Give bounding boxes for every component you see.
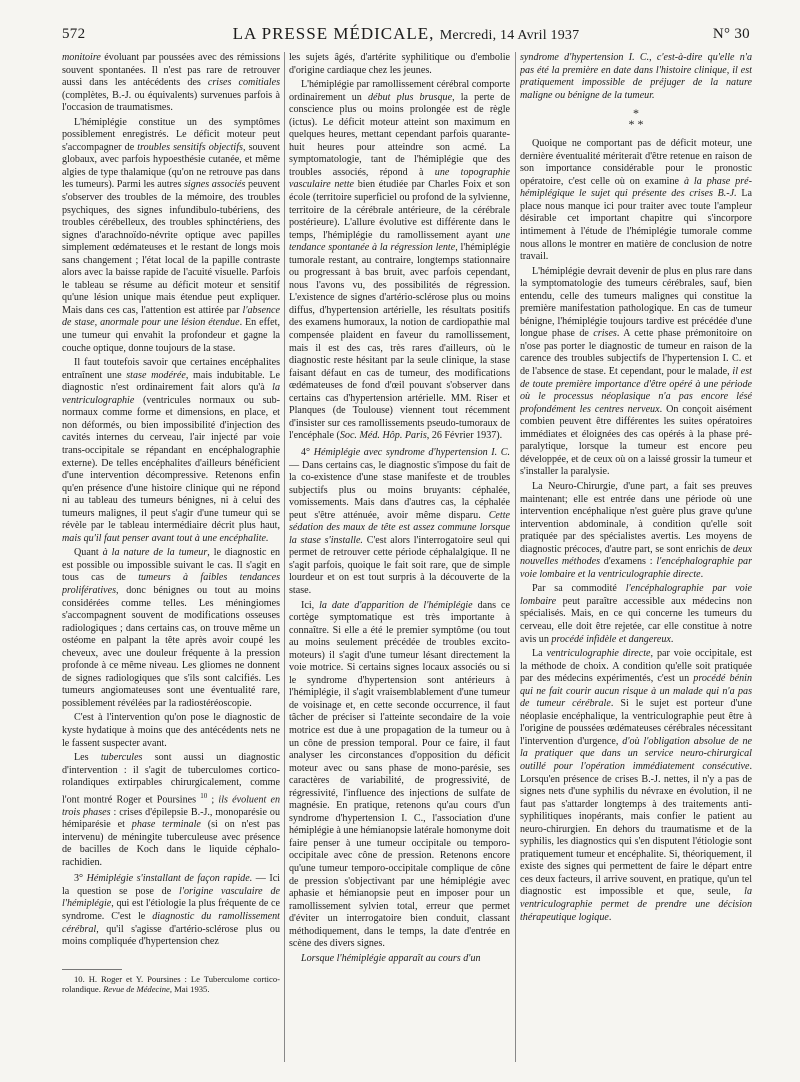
text: Il faut toutefois savoir que certaines encéphalites entraînent une <box>62 357 280 381</box>
paragraph <box>62 117 280 355</box>
text: (si on n'est pas intervenu) de méningite tuberculeuse avec présence de bacilles de Koch dans le liquide céphalo-rachidien. <box>62 819 280 868</box>
asterisk-top: * <box>633 106 639 121</box>
text: L'hémiplégie devrait devenir de plus en plus rare dans la symptomatologie des tumeurs cérébrales, sauf, bien entendu, celle des tumeurs malignes qui constitue la première manifestation pathologique. En cas de tumeur bénigne, l'hémiplégie toujours tardive est précédée d'une longue phase de <box>520 265 752 340</box>
italic-text: Soc. Méd. Hôp. Paris <box>339 430 427 442</box>
footnote-divider <box>62 969 122 970</box>
text: , qu'il s'agisse d'artério-sclérose plus ou moins compliquée d'hypertension chez <box>62 923 280 948</box>
text: (complètes, B.-J. ou équivalents) survenues parfois à l'occasion de traumatismes. <box>62 89 280 114</box>
footnote <box>62 974 280 995</box>
text: L'hémiplégie par ramollissement cérébral comporte ordinairement un <box>289 79 510 103</box>
text: peut paraître accessible aux médecins non spécialisés. Mais, en ce qui concerne les tumeurs du cerveau, elle doit être rejetée, car elle constitue à notre avis un <box>520 595 752 645</box>
italic-text: l'encéphalographie par voie lombaire et la ventriculographie directe <box>520 556 752 580</box>
italic-text: Cette sédation des maux de tête est assez commune lorsque la stase s'installe. <box>289 509 510 546</box>
italic-text: mais qu'il faut penser avant tout à une encéphalite. <box>62 532 269 544</box>
text: , le diagnostic en est possible ou impossible suivant le cas. Il s'agit en tous cas de <box>62 547 280 584</box>
text: , donc bénignes ou tout au moins considérées comme telles. Les méningiomes s'accompagnent souvent de modifications osseuses radiologiques ; dans certains cas, on trouve même un ostéome en palpant la tête après avoir coupé les cheveux, avec une douleur fréquente à la pression profonde à ce même niveau. Les gliomes ne donnent de signes radiologiques que s'ils sont calcifiés. Les tumeurs angiomateuses sont une éventualité rare, possiblement révélées par la radiostéréoscopie. <box>62 584 280 709</box>
text: . En effet, une tumeur qui envahit la profondeur et gagne la couche optique, donne toujours de la stase. <box>62 317 280 354</box>
page-number: 572 <box>62 26 86 42</box>
text: H. Roger et Y. Poursines : Le Tuberculome cortico-rolandique. <box>62 973 280 995</box>
text: Quoique ne comportant pas de déficit moteur, une dernière éventualité mériterait d'être retenue en raison de son importance considérable pour le pronostic opératoire, c'est celle où on examine <box>520 138 752 187</box>
paragraph <box>62 752 280 869</box>
paragraph <box>520 583 752 646</box>
text: ; <box>207 794 219 806</box>
italic-text: monitoire <box>62 52 101 63</box>
italic-text: l'origine vasculaire de l'hémiplégie <box>62 885 280 910</box>
italic-text: deux nouvelles méthodes <box>520 543 752 568</box>
text: , l'hémiplégie tumorale restant, au contraire, longtemps stationnaire ou progressant à bas bruit, avec parfois cependant, nous l'avons vu, des possibilités de régression. L'existence de signes d'artério-sclérose plus ou moins diffus, d'hypertension artérielle, les résultats positifs des examens humoraux, la notion de cardiopathie mal compensée plaident en faveur du ramollissement, mais il est des cas, très rares d'ailleurs, où le diagnostic reste hésitant par la seule clinique, la stase faisant défaut en cas de tumeur, des modifications œdémateuses de fond d'œil pouvant s'observer dans certains cas d'hypertension artérielle. MM. Riser et Planques (de Toulouse) viennent tout récemment d'insister sur ces ramollissements pseudo-tumoraux de l'encéphale ( <box>289 242 510 442</box>
text: , qui est l'étiologie la plus fréquente de ce syndrome. C'est le <box>62 898 280 922</box>
column-3 <box>520 52 752 1072</box>
text: , mais indubitable. Le diagnostic n'est ordinairement fait alors qu'à <box>62 369 280 394</box>
text: La Neuro-Chirurgie, d'une part, a fait ses preuves maintenant; elle est entrée dans une période où une intervention encéphalique n'est guère plus grave qu'une intervention abdominale, à condition qu'elle soit pratiquée par des spécialistes avertis. Les moyens de diagnostic précoces, d'autre part, se sont enrichis de <box>520 480 752 555</box>
italic-text: crises comitiales <box>207 77 280 89</box>
paragraph <box>62 547 280 710</box>
italic-text: à la phase pré-hémiplégique le sujet qui présente des crises B.-J. <box>520 175 752 200</box>
paragraph <box>289 79 510 443</box>
text: . A cette phase prémonitoire on n'ose pas porter le diagnostic de tumeur en raison de la carence des troubles subjectifs de l'hypertension I. C. et de l'absence de stase. Et cependant, pour le malade, <box>520 328 752 378</box>
text: L'hémiplégie constitue un des symptômes possiblement enregistrés. Le déficit moteur peut s'accompagner de <box>62 116 280 153</box>
italic-text: l'encéphalographie par voie lombaire <box>520 583 752 607</box>
section-separator <box>520 108 752 130</box>
italic-text: tubercules <box>100 752 143 764</box>
paragraph <box>289 447 510 598</box>
italic-text: signes associés <box>183 179 246 191</box>
footnote-ref: 10 <box>200 791 208 800</box>
paragraph <box>62 52 280 115</box>
page-header <box>62 22 750 46</box>
italic-text: procédé infidèle et dangereux <box>551 633 671 645</box>
text: peuvent s'observer des troubles de la mémoire, des troubles psychiques, des signes infundibulo-tubériens, des troubles cérébelleux, des troubles sphinctériens, des signes d'arachnoïdo-névrite optique avec papilles simplement œdémateuses et le restant de longs mois sans changement ; l'état local de la papille contraste alors avec la baisse rapide de l'acuité visuelle. Parfois le tableau se résume au déficit moteur et sensitif qu'une lésion unique mais étendue peut expliquer. Mais dans ces cas, l'attention est attirée par <box>62 179 280 316</box>
italic-text: Revue de Médecine <box>103 984 170 995</box>
text: , la perte de conscience plus ou moins prolongée est de règle (ictus). Le déficit moteur atteint son maximum en quelques heures, mettant cependant parfois quarante-huit heures pour atteindre son acmé. La symptomatologie, tant de l'hémiplégie que des troubles associés, répond à <box>289 91 510 178</box>
italic-text: syndrome d'hypertension I. C. <box>520 52 650 63</box>
text: d'examens : <box>600 556 657 568</box>
italic-text: une tendance spontanée à la régression lente <box>289 229 510 254</box>
italic-text: procédé bénin qui ne fait courir aucun risque à un malade qui n'a pas de tumeur cérébrale <box>520 673 752 710</box>
italic-text: diagnostic du ramollissement cérébral <box>62 911 280 935</box>
text: sont aussi un diagnostic d'intervention : il s'agit de tuberculomes cortico-rolandiques extirpables chirurgicalement, comme l'ont montré Roger et Poursines <box>62 752 280 806</box>
paragraph <box>62 873 280 948</box>
paragraph <box>289 953 510 966</box>
text: , par voie occipitale, est la méthode de choix. A condition qu'elle soit pratiquée par des médecins expérimentés, c'est un <box>520 648 752 685</box>
text: évoluant par poussées avec des rémissions souvent spontanées. Il n'est pas rare de retrouver aussi dans les antécédents des <box>62 52 280 89</box>
paragraph: les sujets âgés, d'artérite syphilitique ou d'embolie d'origine cardiaque chez les jeunes. <box>289 52 510 76</box>
text: Quant <box>74 547 103 559</box>
text: (ventricules normaux ou sub-normaux comme forme et dimensions, en place, et non déformés, ou bien impossibilité d'injection des cavités internes du cerveau, l'air injecté par voie trans-occipitale se répandant en encéphalographie externe). De telles encéphalites d'ailleurs bénéficient d'une intervention décompressive. Retenons enfin qu'en présence d'une histoire clinique qui ne répond ni au tableau des tumeurs bénignes, ni à celui des tumeurs malignes, il peut s'agir d'une tumeur qui se révèle par le tableau intermédiaire décrit plus haut, <box>62 394 280 532</box>
section-heading: Hémiplégie avec syndrome d'hypertension I. C. <box>313 446 510 458</box>
italic-text: ils évoluent en trois phases <box>62 794 280 818</box>
text: Les <box>74 752 101 764</box>
text: , souvent globaux, avec parfois hypoesthésie cutanée, et même algies de type thalamique (qu'on ne retrouve pas dans les tumeurs). Parmi les autres <box>62 141 280 191</box>
italic-text: début plus brusque <box>368 91 453 103</box>
section-heading: Hémiplégie s'installant de façon rapide. <box>86 873 253 885</box>
text: bien étudiée par Charles Foix et son école (territoire superficiel ou profond de la sylvienne, territoire de la cérébrale antérieure, de la cérébrale postérieure). L'allure évolutive est différente dans le temps, l'hémiplégie du ramollissement ayant <box>289 179 510 241</box>
column-1 <box>62 52 280 1072</box>
paragraph <box>520 138 752 263</box>
text: . Si le sujet est porteur d'une néoplasie encéphalique, la ventriculographie peut être à l'origine de poussées œdémateuses cérébrales nécessitant l'intervention d'urgence, <box>520 698 752 747</box>
text: , Mai 1935. <box>169 984 210 995</box>
issue-date: Mercredi, 14 Avril 1937 <box>439 28 580 43</box>
text: . On conçoit aisément combien peuvent être différentes les suites opératoires immédiates et éloignées des cas opérés à la phase pré-paralytique, lorsque la tumeur est encore peu développée, et de ceux où on a laissé grossir la tumeur et s'installer la paralysie. <box>520 403 752 478</box>
italic-text: Lorsque l'hémiplégie apparaît au cours d'un <box>301 952 481 964</box>
text: 4° <box>301 446 314 458</box>
text: — Dans certains cas, le diagnostic s'impose du fait de la co-existence d'une stase manifeste et de troubles subjectifs plus ou moins bruyants: céphalée, vomissements. Mais dans d'autres cas, la céphalée peut s'être atténuée, avoir même disparu. <box>289 459 510 521</box>
column-divider-1 <box>284 52 285 1062</box>
text: , <box>649 52 657 63</box>
italic-text: la ventriculographie <box>62 382 280 406</box>
italic-text: phase terminale <box>131 819 201 831</box>
issue-number: N° 30 <box>712 26 750 42</box>
column-divider-2 <box>515 52 516 1062</box>
italic-text: à la nature de la tumeur <box>102 547 208 559</box>
text: — Ici la question se pose de <box>62 873 280 897</box>
text: . Lorsqu'en présence de crises B.-J. nettes, il n'y a pas de signes nets d'une syphilis du névraxe en évolution, il ne faut pas s'attarder longtemps à des traitements anti-syphilitiques inopérants, mais confier le patient au neuro-chirurgien. En dehors du traumatisme et de la syphilis, les diagnostics qui s'en disputent l'étiologie sont pratiquement tumeur et encéphalite. Si, théoriquement, il existe des signes qui permettent de faire le départ entre ces deux facteurs, il arrive souvent, en pratique, qu'un tel diagnostic est impossible et que, seule, <box>520 760 752 898</box>
text: C'est alors l'interrogatoire seul qui permet de retrouver cette période céphalalgique. Il ne s'agit parfois, quoique le fait soit rare, que de simple lourdeur et on est tout surpris à la découverte de la stase. <box>289 534 510 596</box>
italic-text: la date d'apparition de l'hémiplégie <box>319 599 473 611</box>
text: La place nous manque ici pour traiter avec toute l'ampleur désirable cet important chapitre qui s'incorpore intimement à l'étude de l'hémiplégie tumorale comme nous allons le montrer en matière de conclusion de notre travail. <box>520 188 752 263</box>
text: . <box>670 633 674 645</box>
text: dans ce cortège symptomatique est très importante à connaître. Si elle a été le premier symptôme (ou tout au moins seulement précédée de troubles excito-moteurs) il s'agit d'une tumeur lésant directement la voie motrice. Si certains signes locaux associés ou si le syndrome d'hypertension sont antérieurs à l'hémiplégie, il s'agit vraisemblablement d'une tumeur de voisinage et, en cette seconde occurrence, il faut tâcher de préciser si l'atteinte secondaire de la voie motrice est due à une propagation de la tumeur ou à un cône de pression temporal. Pour ce faire, il faut analyser les circonstances d'opposition du déficit moteur avec ou sans phase de mono-parésie, ses caractères de variabilité, de progressivité, de régressivité, l'influence des injections de sulfate de magnésie. En pratique, retenons qu'au cours d'un syndrome d'hypertension I. C., l'association d'une hémiplégie à une hémianopsie latérale homonyme doit faire penser à une tumeur occipitale ou temporo-occipitale avec cône de pression. Retenons encore qu'une tumeur temporo-occipitale complique de cône de pression s'objectivant par une hémiplégie avec aphasie et hémianopsie peut en imposer pour un ramollissement sylvien total, erreur que permet d'éviter un interrogatoire bien conduit, classant méthodiquement, dans le temps, la date d'entrée en scène des divers signes. <box>289 599 510 950</box>
italic-text: d'où l'obligation absolue de ne la pratiquer que dans un service neuro-chirurgical outillé pour l'opération immédiatement consécutive <box>520 735 752 772</box>
journal-title-line <box>62 24 750 44</box>
italic-text: une topographie vasculaire nette <box>289 166 510 191</box>
italic-text: la ventriculographie permet de prendre une décision thérapeutique logique <box>520 886 752 923</box>
italic-text: l'absence de stase, anormale pour une lésion étendue <box>62 304 280 329</box>
italic-text: c'est-à-dire qu'elle n'a pas été la première en date dans l'histoire clinique, il est pratiquement impossible de préjuger de la nature maligne ou bénigne de la tumeur. <box>520 52 752 101</box>
italic-text: crises <box>593 328 617 340</box>
text: 3° <box>74 873 87 885</box>
paragraph <box>520 52 752 102</box>
italic-text: tumeurs à faibles tendances prolifératives <box>62 572 280 596</box>
text: La <box>532 648 547 660</box>
text: . <box>608 911 612 923</box>
paragraph <box>289 600 510 951</box>
italic-text: stase modérée <box>126 369 186 381</box>
paragraph <box>62 357 280 545</box>
text: : crises d'épilepsie B.-J., monoparésie ou hémiparésie et <box>62 806 280 831</box>
asterisk-bottom: * * <box>628 117 644 132</box>
column-2 <box>289 52 510 1072</box>
paragraph: C'est à l'intervention qu'on pose le diagnostic de kyste hydatique à moins que des antécédents nets ne le fassent suspecter avant. <box>62 712 280 749</box>
journal-title: LA PRESSE MÉDICALE, <box>232 24 435 43</box>
italic-text: il est de toute première importance d'être opéré à une période où le processus néoplasique n'a pas encore lésé profondément les centres nerveux <box>520 366 752 415</box>
footnote-number: 10. <box>74 973 85 984</box>
text: . <box>700 568 704 580</box>
text: , 26 Février 1937). <box>426 430 503 442</box>
text: Par sa commodité <box>532 583 626 595</box>
italic-text: troubles sensitifs objectifs <box>137 141 243 153</box>
paragraph <box>520 266 752 479</box>
paragraph <box>520 481 752 581</box>
text: Ici, <box>301 599 320 611</box>
italic-text: ventriculographie directe <box>546 648 651 660</box>
paragraph <box>520 648 752 924</box>
